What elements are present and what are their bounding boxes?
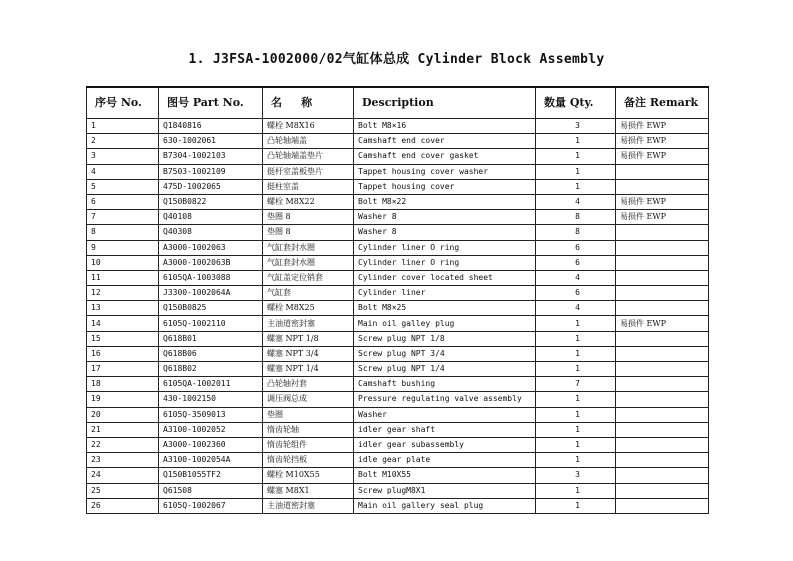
cell-no: 15	[87, 331, 159, 346]
cell-no: 14	[87, 316, 159, 331]
cell-remark	[616, 179, 709, 194]
cell-part-no: 6105QA-1003088	[159, 270, 263, 285]
cell-qty: 6	[536, 286, 616, 301]
table-row	[87, 498, 709, 513]
table-row	[87, 316, 709, 331]
cell-no: 2	[87, 134, 159, 149]
table-row	[87, 286, 709, 301]
cell-name: 螺栓 M8X16	[263, 119, 354, 134]
cell-description: Main oil galley plug	[354, 316, 536, 331]
cell-qty: 1	[536, 346, 616, 361]
cell-qty: 1	[536, 483, 616, 498]
cell-remark	[616, 164, 709, 179]
cell-qty: 1	[536, 362, 616, 377]
cell-name: 挺柱室盖	[263, 179, 354, 194]
table-row	[87, 377, 709, 392]
cell-remark: 易损件 EWP	[616, 149, 709, 164]
cell-name: 气缸套封水圈	[263, 255, 354, 270]
cell-part-no: 6105Q-1002067	[159, 498, 263, 513]
cell-no: 26	[87, 498, 159, 513]
cell-name: 螺栓 M8X25	[263, 301, 354, 316]
cell-name: 垫圈 8	[263, 210, 354, 225]
cell-qty: 1	[536, 331, 616, 346]
table-row	[87, 468, 709, 483]
cell-no: 21	[87, 422, 159, 437]
cell-qty: 7	[536, 377, 616, 392]
table-row	[87, 331, 709, 346]
cell-part-no: Q1840816	[159, 119, 263, 134]
table-row	[87, 270, 709, 285]
cell-description: Washer 8	[354, 210, 536, 225]
cell-part-no: A3000-1002063	[159, 240, 263, 255]
table-row	[87, 453, 709, 468]
cell-part-no: B7503-1002109	[159, 164, 263, 179]
cell-name: 惰齿轮轴	[263, 422, 354, 437]
table-row	[87, 407, 709, 422]
cell-no: 5	[87, 179, 159, 194]
cell-remark: 易损件 EWP	[616, 194, 709, 209]
cell-no: 9	[87, 240, 159, 255]
cell-description: Screw plugM8X1	[354, 483, 536, 498]
parts-table-body	[87, 119, 709, 514]
cell-name: 惰齿轮挡板	[263, 453, 354, 468]
cell-qty: 3	[536, 119, 616, 134]
cell-remark	[616, 468, 709, 483]
cell-qty: 8	[536, 210, 616, 225]
cell-description: idler gear subassembly	[354, 437, 536, 452]
document-title: 1. J3FSA-1002000/02气缸体总成 Cylinder Block Assembly	[188, 52, 605, 67]
table-row	[87, 225, 709, 240]
cell-description: Bolt M8×16	[354, 119, 536, 134]
cell-no: 3	[87, 149, 159, 164]
cell-part-no: Q150B0822	[159, 194, 263, 209]
cell-qty: 1	[536, 422, 616, 437]
cell-part-no: J3300-1002064A	[159, 286, 263, 301]
cell-description: Camshaft end cover	[354, 134, 536, 149]
table-row	[87, 134, 709, 149]
cell-qty: 4	[536, 301, 616, 316]
cell-part-no: Q618B02	[159, 362, 263, 377]
table-row	[87, 179, 709, 194]
cell-remark	[616, 437, 709, 452]
cell-no: 23	[87, 453, 159, 468]
cell-name: 调压阀总成	[263, 392, 354, 407]
cell-part-no: Q618B01	[159, 331, 263, 346]
cell-name: 主油道密封塞	[263, 498, 354, 513]
cell-remark	[616, 346, 709, 361]
cell-qty: 1	[536, 498, 616, 513]
cell-name: 垫圈 8	[263, 225, 354, 240]
cell-description: idler gear shaft	[354, 422, 536, 437]
cell-part-no: 475D-1002065	[159, 179, 263, 194]
cell-description: Bolt M8×25	[354, 301, 536, 316]
cell-remark	[616, 286, 709, 301]
header-qty: 数量 Qty.	[536, 87, 616, 119]
cell-name: 凸轮轴衬套	[263, 377, 354, 392]
cell-part-no: B7304-1002103	[159, 149, 263, 164]
cell-part-no: A3100-1002054A	[159, 453, 263, 468]
cell-description: Screw plug NPT 1/8	[354, 331, 536, 346]
cell-description: Screw plug NPT 1/4	[354, 362, 536, 377]
cell-remark	[616, 301, 709, 316]
cell-no: 18	[87, 377, 159, 392]
cell-part-no: Q40308	[159, 225, 263, 240]
cell-description: Washer	[354, 407, 536, 422]
cell-qty: 4	[536, 194, 616, 209]
cell-name: 惰齿轮组件	[263, 437, 354, 452]
table-row	[87, 240, 709, 255]
cell-remark	[616, 407, 709, 422]
cell-remark	[616, 392, 709, 407]
cell-qty: 1	[536, 407, 616, 422]
cell-remark: 易损件 EWP	[616, 316, 709, 331]
cell-remark: 易损件 EWP	[616, 134, 709, 149]
cell-qty: 1	[536, 316, 616, 331]
cell-part-no: A3000-1002360	[159, 437, 263, 452]
cell-name: 气缸套	[263, 286, 354, 301]
cell-description: Bolt M10X55	[354, 468, 536, 483]
cell-description: idle gear plate	[354, 453, 536, 468]
cell-qty: 1	[536, 179, 616, 194]
cell-no: 16	[87, 346, 159, 361]
cell-description: Tappet housing cover washer	[354, 164, 536, 179]
table-row	[87, 255, 709, 270]
cell-qty: 1	[536, 453, 616, 468]
cell-part-no: 6105Q-3509013	[159, 407, 263, 422]
cell-name: 凸轮轴端盖垫片	[263, 149, 354, 164]
cell-no: 22	[87, 437, 159, 452]
cell-qty: 1	[536, 134, 616, 149]
cell-description: Pressure regulating valve assembly	[354, 392, 536, 407]
table-row	[87, 301, 709, 316]
cell-remark: 易损件 EWP	[616, 210, 709, 225]
cell-name: 凸轮轴端盖	[263, 134, 354, 149]
cell-remark	[616, 225, 709, 240]
table-row	[87, 422, 709, 437]
cell-part-no: Q40108	[159, 210, 263, 225]
cell-qty: 1	[536, 392, 616, 407]
cell-no: 7	[87, 210, 159, 225]
cell-name: 螺塞 M8X1	[263, 483, 354, 498]
cell-part-no: Q618B06	[159, 346, 263, 361]
header-description: Description	[354, 87, 536, 119]
cell-part-no: 630-1002061	[159, 134, 263, 149]
cell-qty: 6	[536, 240, 616, 255]
cell-no: 24	[87, 468, 159, 483]
cell-part-no: 6105Q-1002110	[159, 316, 263, 331]
cell-name: 螺塞 NPT 1/8	[263, 331, 354, 346]
cell-part-no: 430-1002150	[159, 392, 263, 407]
cell-description: Camshaft end cover gasket	[354, 149, 536, 164]
cell-no: 6	[87, 194, 159, 209]
table-row	[87, 346, 709, 361]
cell-no: 1	[87, 119, 159, 134]
table-row	[87, 392, 709, 407]
cell-name: 气缸盖定位销套	[263, 270, 354, 285]
cell-no: 17	[87, 362, 159, 377]
cell-remark	[616, 362, 709, 377]
table-row	[87, 119, 709, 134]
table-header-row	[87, 87, 709, 119]
cell-part-no: 6105QA-1002011	[159, 377, 263, 392]
cell-qty: 6	[536, 255, 616, 270]
header-no: 序号 No.	[87, 87, 159, 119]
cell-name: 挺杆室盖板垫片	[263, 164, 354, 179]
cell-no: 12	[87, 286, 159, 301]
cell-part-no: A3000-1002063B	[159, 255, 263, 270]
table-row	[87, 194, 709, 209]
cell-remark	[616, 377, 709, 392]
table-row	[87, 362, 709, 377]
cell-no: 25	[87, 483, 159, 498]
cell-name: 螺塞 NPT 1/4	[263, 362, 354, 377]
cell-name: 螺塞 NPT 3/4	[263, 346, 354, 361]
cell-description: Camshaft bushing	[354, 377, 536, 392]
cell-no: 10	[87, 255, 159, 270]
cell-part-no: A3100-1002052	[159, 422, 263, 437]
cell-part-no: Q150B0825	[159, 301, 263, 316]
cell-no: 20	[87, 407, 159, 422]
cell-no: 13	[87, 301, 159, 316]
cell-description: Screw plug NPT 3/4	[354, 346, 536, 361]
cell-description: Main oil gallery seal plug	[354, 498, 536, 513]
cell-qty: 3	[536, 468, 616, 483]
cell-qty: 1	[536, 149, 616, 164]
cell-description: Bolt M8×22	[354, 194, 536, 209]
cell-name: 螺栓 M10X55	[263, 468, 354, 483]
cell-remark	[616, 422, 709, 437]
header-part-no: 图号 Part No.	[159, 87, 263, 119]
cell-name: 垫圈	[263, 407, 354, 422]
cell-remark	[616, 498, 709, 513]
cell-description: Cylinder liner O ring	[354, 255, 536, 270]
table-row	[87, 437, 709, 452]
cell-remark	[616, 331, 709, 346]
cell-remark	[616, 270, 709, 285]
cell-description: Tappet housing cover	[354, 179, 536, 194]
cell-remark	[616, 240, 709, 255]
cell-remark	[616, 255, 709, 270]
header-remark: 备注 Remark	[616, 87, 709, 119]
cell-name: 螺栓 M8X22	[263, 194, 354, 209]
table-row	[87, 210, 709, 225]
table-row	[87, 164, 709, 179]
parts-table	[86, 86, 709, 514]
cell-qty: 1	[536, 164, 616, 179]
cell-part-no: Q61508	[159, 483, 263, 498]
cell-name: 气缸套封水圈	[263, 240, 354, 255]
cell-qty: 1	[536, 437, 616, 452]
cell-part-no: Q150B1055TF2	[159, 468, 263, 483]
cell-description: Cylinder cover located sheet	[354, 270, 536, 285]
cell-no: 8	[87, 225, 159, 240]
cell-no: 19	[87, 392, 159, 407]
cell-qty: 4	[536, 270, 616, 285]
cell-no: 4	[87, 164, 159, 179]
table-row	[87, 483, 709, 498]
header-name: 名 称	[263, 87, 354, 119]
cell-remark	[616, 453, 709, 468]
cell-remark	[616, 483, 709, 498]
cell-description: Cylinder liner	[354, 286, 536, 301]
table-row	[87, 149, 709, 164]
cell-description: Washer 8	[354, 225, 536, 240]
cell-no: 11	[87, 270, 159, 285]
cell-name: 主油道密封塞	[263, 316, 354, 331]
cell-remark: 易损件 EWP	[616, 119, 709, 134]
cell-qty: 8	[536, 225, 616, 240]
cell-description: Cylinder liner O ring	[354, 240, 536, 255]
